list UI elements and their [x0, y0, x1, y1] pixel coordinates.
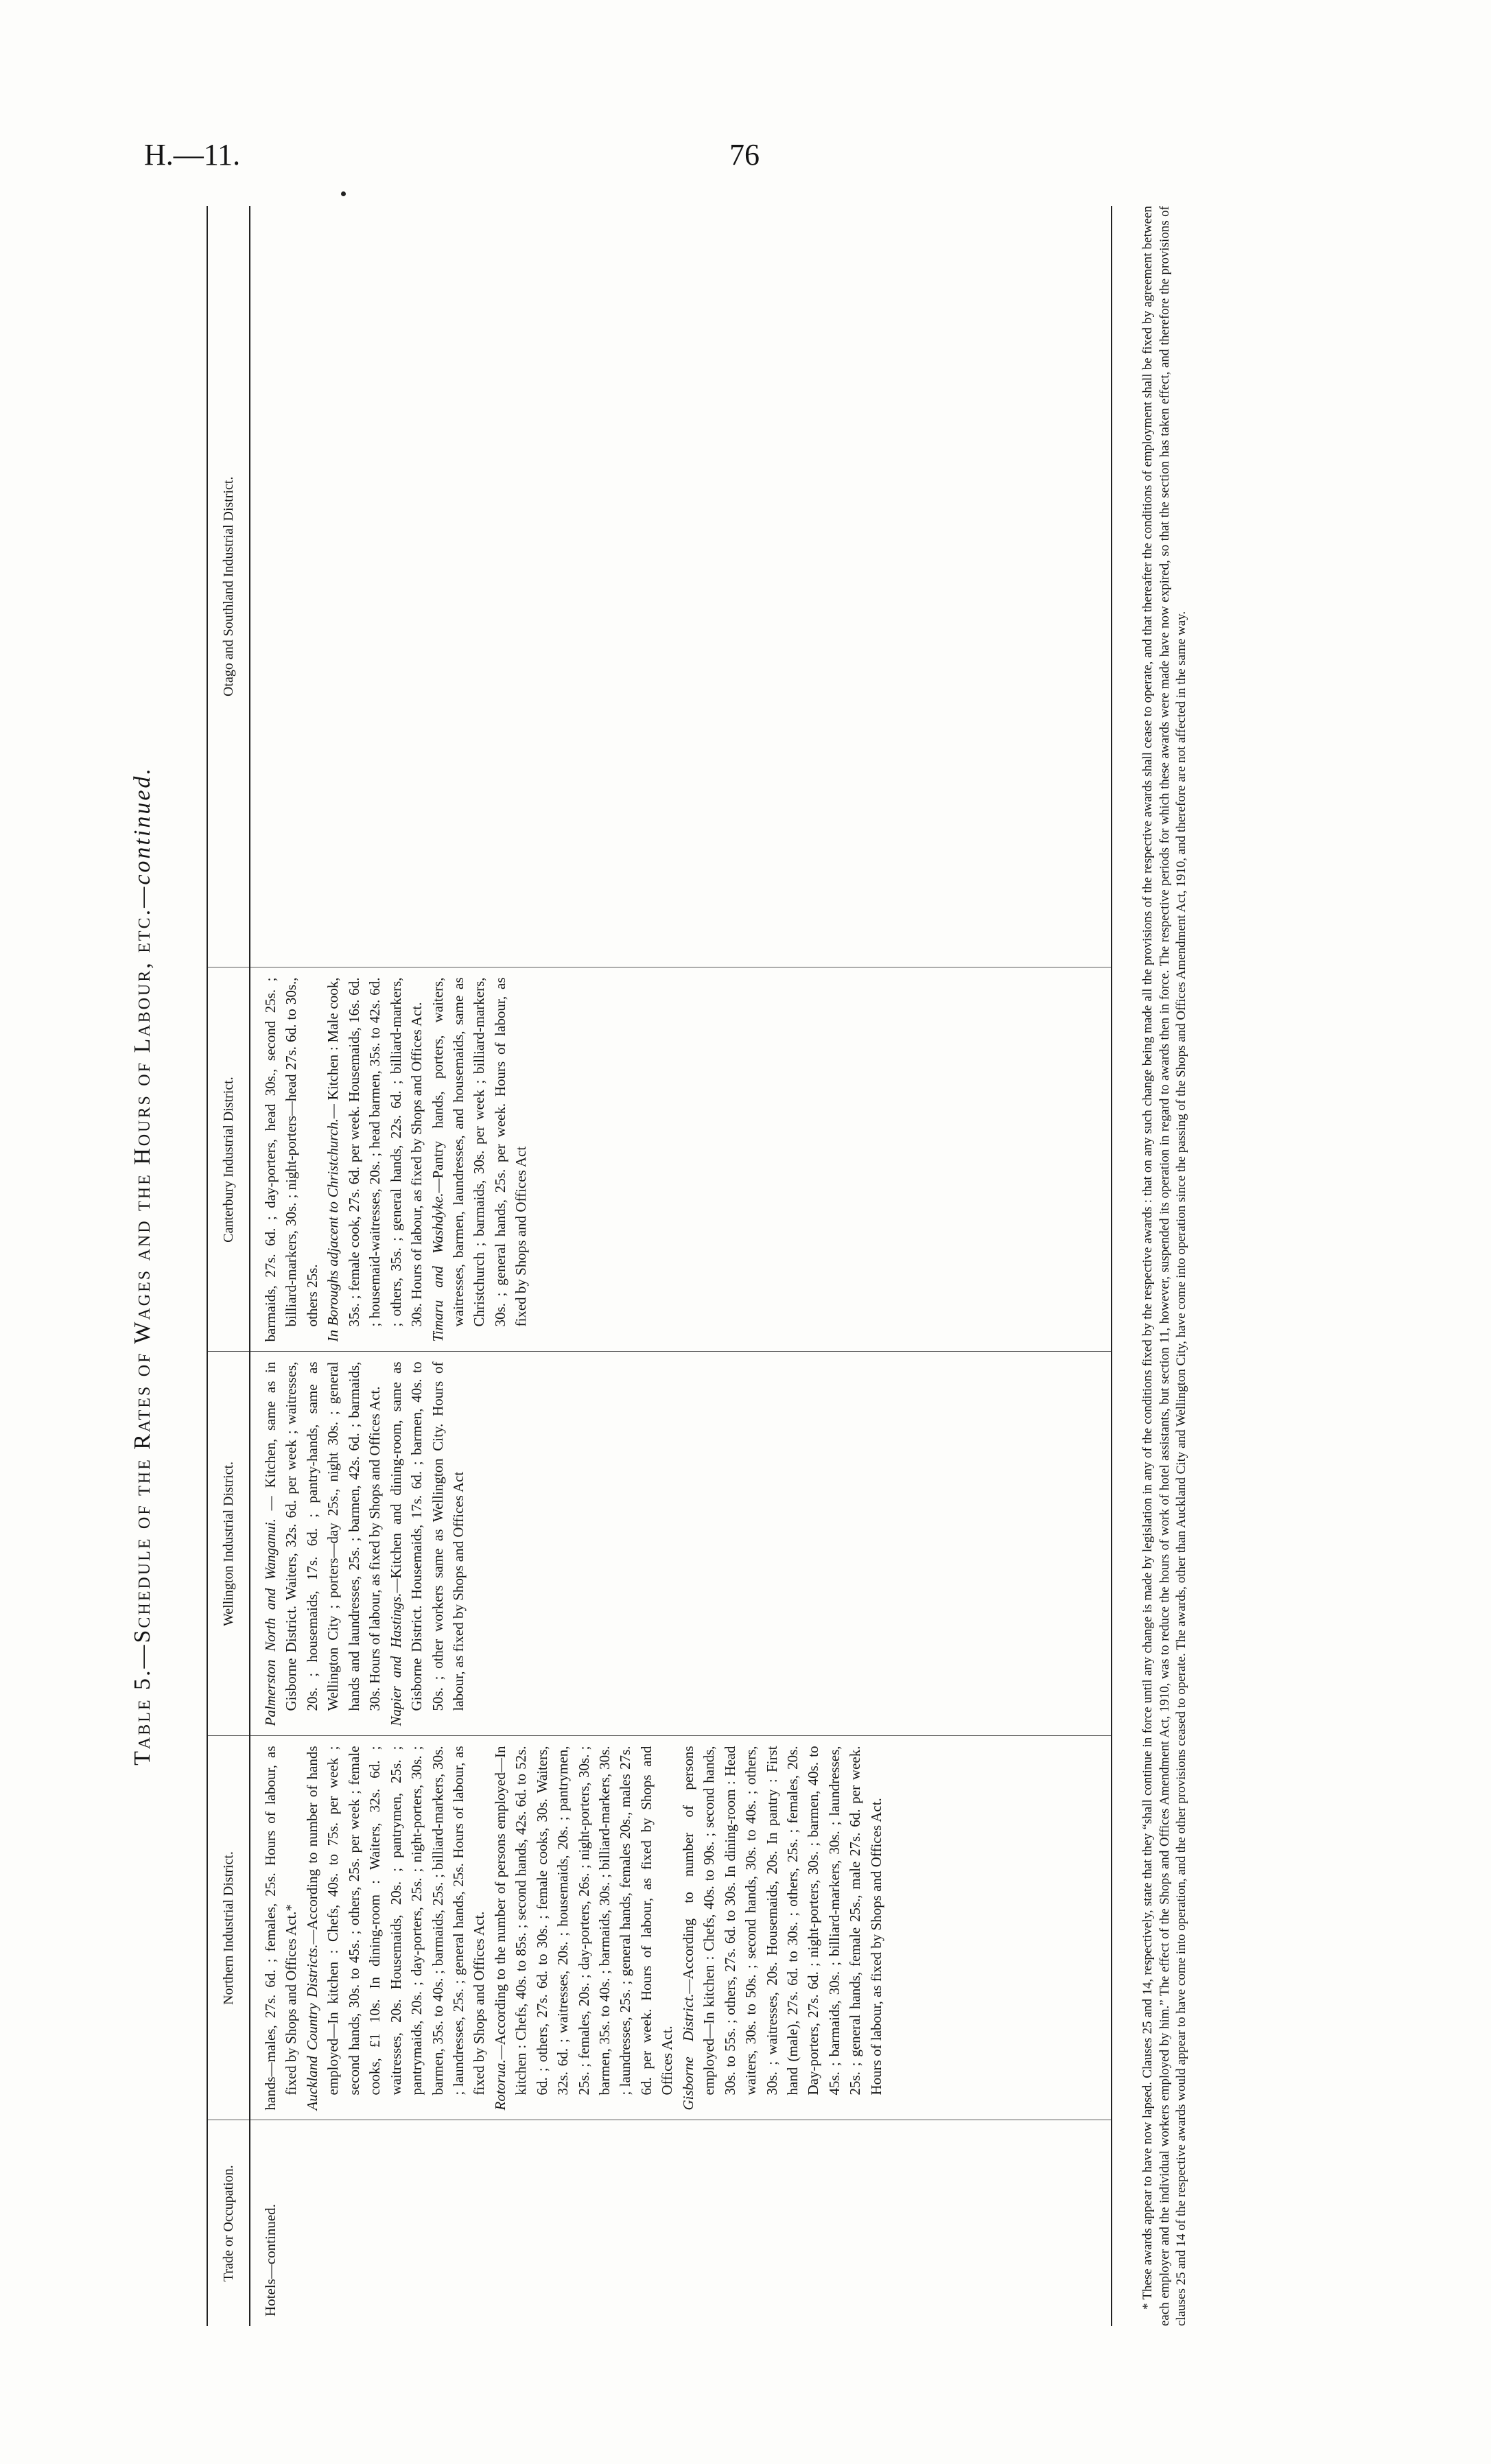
footnote: * These awards appear to have now lapsed. Clauses 25 and 14, respectively, state that they “shall continue in force until any change is made by legislation in any of the conditions fixed by the respective awards : that on any such change being made all the provisions of the respective awards shall cease to operate, and that thereafter the conditions of employment shall be fixed by agreement between each employer and the individual workers employed by him.” The effect of the Shops and Offices Amendment Act, 1910, was to reduce the hours of work of hotel assistants, but section 11, however, suspended its operation in regard to awards then in force. The respective periods for which these awards were made have now expired, so that the section has taken effect, and therefore the provisions of clauses 25 and 14 of the respective awards would appear to have come into operation, and the other provisions ceased to operate. The awards, other than Auckland City and Wellington City, have come into operation since the passing of the Shops and Offices Amendment Act, 1910, and therefore are not affected in the same way.	[1140, 206, 1189, 2326]
entry-place: Rotorua.	[491, 2059, 508, 2111]
col-header-canterbury: Canterbury Industrial District.	[207, 967, 250, 1352]
entry-text: —According to number of hands employed—In kitchen : Chefs, 40s. to 75s. per week ; second hands, 30s. to 45s. ; others, 25s. per week ; female cooks, £1 10s. In dining-room : Waiters, 32s. 6d. ; waitresses, 20s. Housemaids, 20s. ; pantrymen, 25s. ; pantrymaids, 20s. ; day-porters, 25s. ; night-porters, 30s. ; barmen, 35s. to 40s. ; barmaids, 25s. ; billiard-markers, 30s. ; laundresses, 25s. ; general hands, 25s. Hours of labour, as fixed by Shops and Offices Act.	[303, 1746, 488, 2096]
canterbury-entry	[260, 978, 322, 1342]
entry-text: —Kitchen and dining-room, same as Gisborne District. Housemaids, 17s. 6d. ; barmen, 40s. to 50s. ; other workers same as Wellington City. Hours of labour, as fixed by Shops and Offices Act	[387, 1361, 467, 1711]
col-header-northern: Northern Industrial District.	[207, 1736, 250, 2120]
header-row	[207, 206, 250, 2326]
cell-otago	[250, 206, 1112, 967]
entry-text: barmaids, 27s. 6d. ; day-porters, head 30s., second 25s. ; billiard-markers, 30s. ; night-porters—head 27s. 6d. to 30s., others 25s.	[262, 977, 320, 1342]
entry-place: Palmerston North and Wanganui.	[262, 1518, 279, 1726]
schedule-table	[207, 206, 1112, 2326]
entry-text: — Kitchen, same as in Gisborne District. Waiters, 32s. 6d. per week ; waitresses, 20s. ; housemaids, 17s. 6d. ; pantry-hands, same as Wellington City ; porters—day 25s., night 30s. ; general hands and laundresses, 25s. ; barmen, 42s. 6d. ; barmaids, 30s. Hours of labour, as fixed by Shops and Offices Act.	[262, 1361, 384, 1711]
entry-place: Timaru and Washdyke.	[429, 1193, 446, 1342]
entry-text: —According to number of persons employed—In kitchen : Chefs, 40s. to 90s. ; second hands, 30s. to 55s. ; others, 27s. 6d. to 30s. In dining-room : Head waiters, 30s. to 50s. ; second hands, 30s. to 40s. ; others, 30s. ; waitresses, 20s. Housemaids, 20s. In pantry : First hand (male), 27s. 6d. to 30s. ; others, 25s. ; females, 20s. Day-porters, 27s. 6d. ; night-porters, 30s. ; barmen, 40s. to 45s. ; barmaids, 30s. ; billiard-markers, 30s. ; laundresses, 25s. ; general hands, female 25s., male 27s. 6d. per week. Hours of labour, as fixed by Shops and Offices Act.	[679, 1746, 884, 2096]
table-title	[126, 206, 167, 2326]
cell-wellington	[250, 1352, 1112, 1736]
trade-name: Hotels—continued.	[262, 2204, 279, 2316]
document-code: H.—11.	[144, 138, 241, 172]
wellington-entry	[260, 1362, 386, 1726]
northern-entry	[302, 1746, 490, 2111]
title-suffix: —continued.	[130, 766, 155, 908]
page-number: 76	[729, 138, 760, 172]
entry-text: —Pantry hands, porters, waiters, waitresses, barmen, laundresses, and housemaids, same as Christchurch ; barmaids, 30s. per week ; billiard-markers, 30s. ; general hands, 25s. per week. Hours of labour, as fixed by Shops and Offices Act	[429, 977, 530, 1327]
rotated-table-page	[126, 206, 1354, 2326]
title-text: Schedule of the Rates of Wages and the Hours of Labour, etc.	[130, 907, 155, 1643]
col-header-wellington: Wellington Industrial District.	[207, 1352, 250, 1736]
canterbury-entry	[427, 978, 532, 1342]
northern-entry	[678, 1746, 887, 2111]
print-speck	[341, 191, 346, 196]
entry-place: Gisborne District.	[679, 1993, 696, 2111]
entry-place: In Boroughs adjacent to Christchurch.	[325, 1118, 342, 1342]
entry-text: hands—males, 27s. 6d. ; females, 25s. Hours of labour, as fixed by Shops and Offices Act.*	[262, 1746, 300, 2111]
northern-entry	[490, 1746, 678, 2111]
northern-entry	[260, 1746, 302, 2111]
entry-place: Auckland Country Districts.	[303, 1944, 320, 2111]
col-header-otago: Otago and Southland Industrial District.	[207, 206, 250, 967]
title-prefix: Table 5.—	[130, 1643, 155, 1765]
wellington-entry	[386, 1362, 469, 1726]
canterbury-entry	[322, 978, 427, 1342]
cell-canterbury	[250, 967, 1112, 1352]
table-row-hotels	[250, 206, 1112, 2326]
cell-northern	[250, 1736, 1112, 2120]
cell-trade	[250, 2120, 1112, 2326]
entry-text: — Kitchen : Male cook, 35s. ; female cook, 27s. 6d. per week. Housemaids, 16s. 6d. ; housemaid-waitresses, 20s. ; head barmen, 35s. to 42s. 6d. ; others, 35s. ; general hands, 22s. 6d. ; billiard-markers, 30s. Hours of labour, as fixed by Shops and Offices Act.	[325, 977, 425, 1327]
col-header-trade: Trade or Occupation.	[207, 2120, 250, 2326]
entry-text: —According to the number of persons employed—In kitchen : Chefs, 40s. to 85s. ; second hands, 42s. 6d. to 52s. 6d. ; others, 27s. 6d. to 30s. ; female cooks, 30s. Waiters, 32s. 6d. ; waitresses, 20s. ; housemaids, 20s. ; pantrymen, 25s. ; females, 20s. ; day-porters, 26s. ; night-porters, 30s. ; barmen, 35s. to 40s. ; barmaids, 30s. ; billiard-markers, 30s. ; laundresses, 25s. ; general hands, females 20s., males 27s. 6d. per week. Hours of labour, as fixed by Shops and Offices Act.	[491, 1746, 676, 2096]
entry-place: Napier and Hastings.	[387, 1593, 404, 1726]
